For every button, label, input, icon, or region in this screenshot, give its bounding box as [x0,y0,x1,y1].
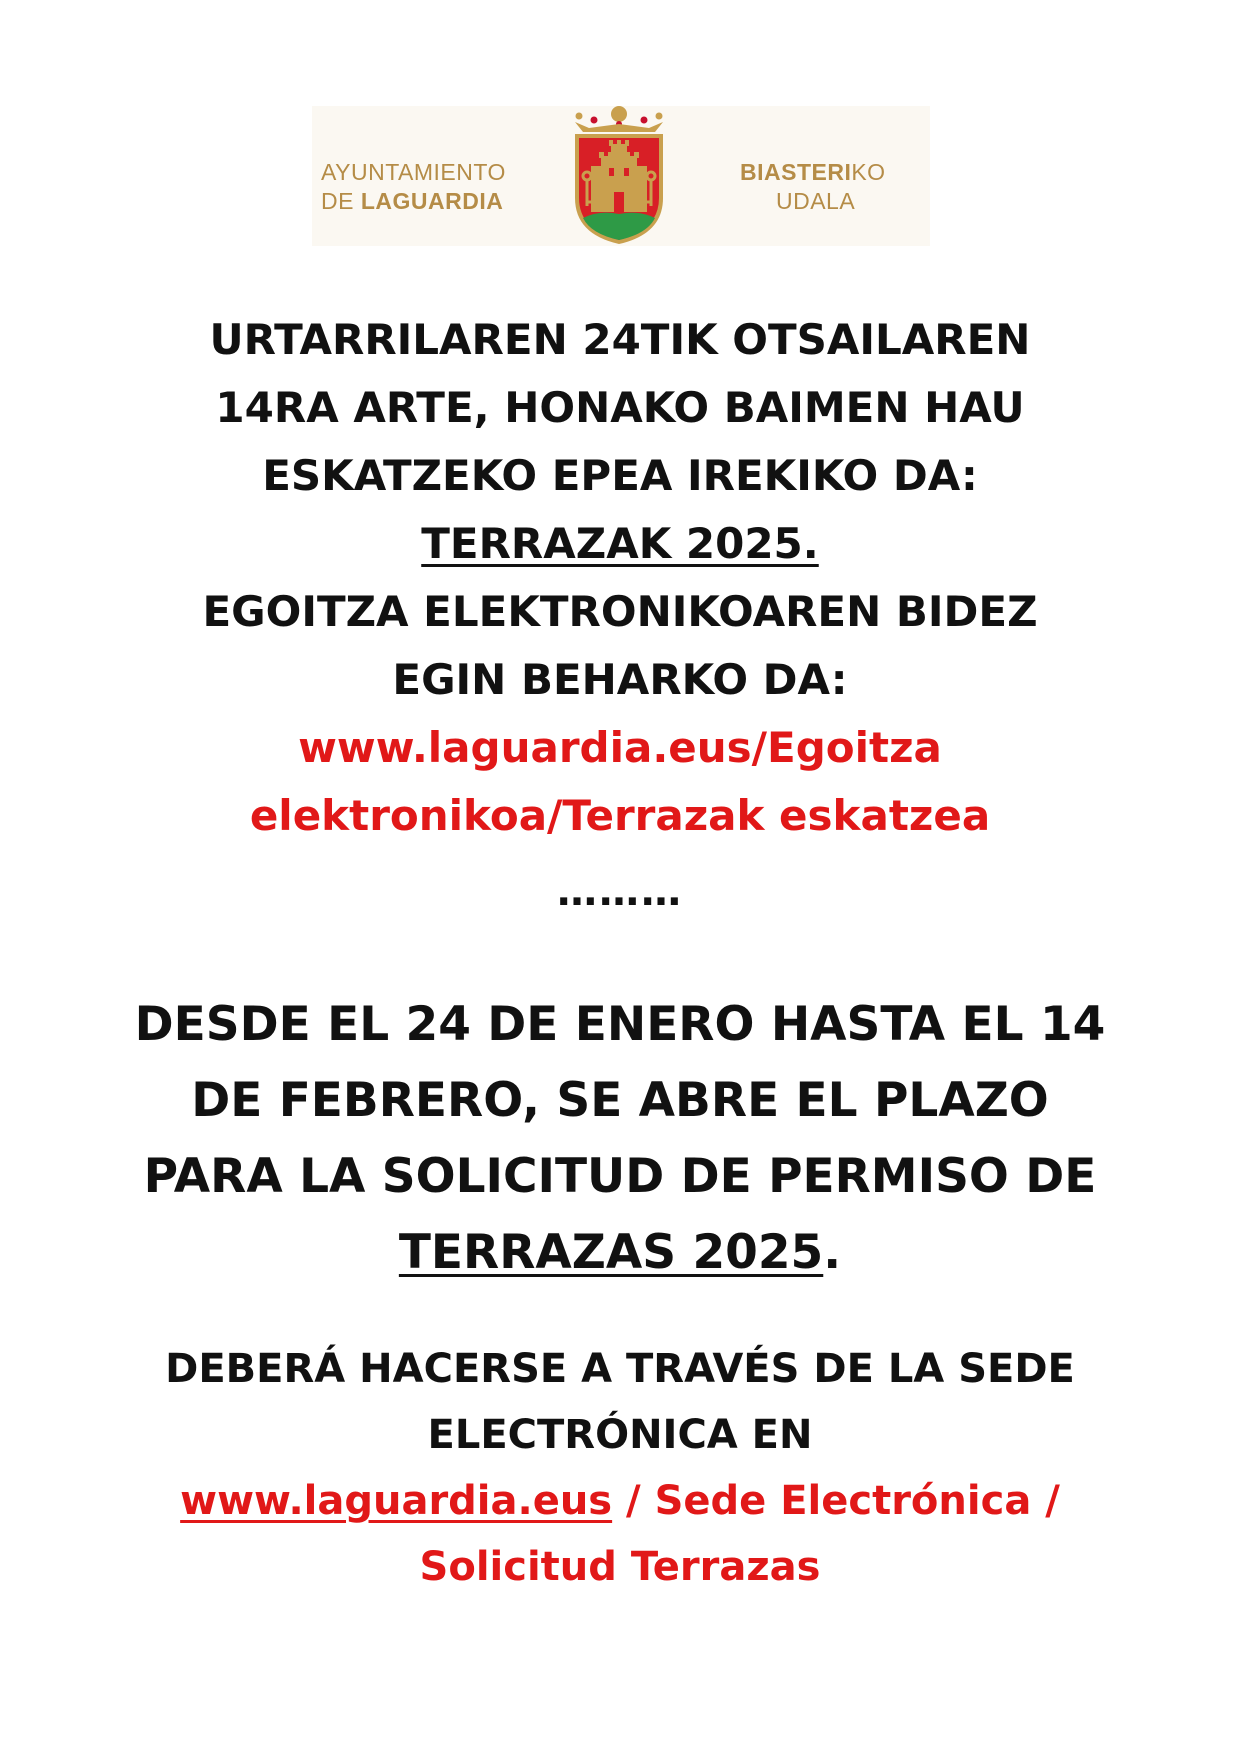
basque-line-6: EGIN BEHARKO DA: [392,655,848,704]
org-name-basque [740,158,920,216]
spanish-link-path[interactable]: / Sede Electrónica / [612,1478,1060,1524]
coat-of-arms-icon [569,106,669,246]
spanish-line-1: DESDE EL 24 DE ENERO HASTA EL 14 [134,997,1106,1052]
spanish-link-line-1 [120,1468,1120,1534]
org-name-spanish-line2 [321,187,541,216]
basque-title-terrazak: TERRAZAK 2025. [421,519,819,568]
basque-line-3: ESKATZEKO EPEA IREKIKO DA: [262,451,978,500]
spanish-line-4 [120,1215,1120,1291]
basque-line-4 [120,510,1120,578]
org-suffix-basque: KO [851,159,886,185]
org-name-spanish-line1: AYUNTAMIENTO [321,159,506,185]
spanish-title-terrazas: TERRAZAS 2025 [398,1225,824,1280]
spanish-instructions [120,1336,1120,1600]
header-logo [312,106,930,246]
org-name-basque-line2: UDALA [776,188,856,214]
spanish-link-url[interactable]: www.laguardia.eus [180,1478,613,1524]
basque-line-2: 14RA ARTE, HONAKO BAIMEN HAU [215,383,1025,432]
spanish-line-2: DE FEBRERO, SE ABRE EL PLAZO [191,1073,1049,1128]
basque-notice [120,306,1120,850]
crown-icon [575,106,663,132]
org-name-basque-line1 [740,159,886,185]
org-town: LAGUARDIA [360,188,504,214]
spanish-line-5: DEBERÁ HACERSE A TRAVÉS DE LA SEDE [165,1346,1075,1392]
separator: ……… [557,869,683,915]
spanish-line-3: PARA LA SOLICITUD DE PERMISO DE [143,1149,1097,1204]
basque-line-1: URTARRILAREN 24TIK OTSAILAREN [209,315,1031,364]
org-name-spanish [321,158,541,216]
org-prefix: DE [321,188,354,214]
basque-link-line-2[interactable]: elektronikoa/Terrazak eskatzea [249,791,991,840]
spanish-notice [120,987,1120,1291]
spanish-line-6: ELECTRÓNICA EN [427,1412,813,1458]
basque-link-line-1[interactable]: www.laguardia.eus/Egoitza [298,723,942,772]
spanish-link-line-2[interactable]: Solicitud Terrazas [419,1544,821,1590]
org-town-basque: BIASTERI [740,159,852,185]
spanish-title-period: . [823,1225,842,1280]
basque-line-5: EGOITZA ELEKTRONIKOAREN BIDEZ [202,587,1038,636]
